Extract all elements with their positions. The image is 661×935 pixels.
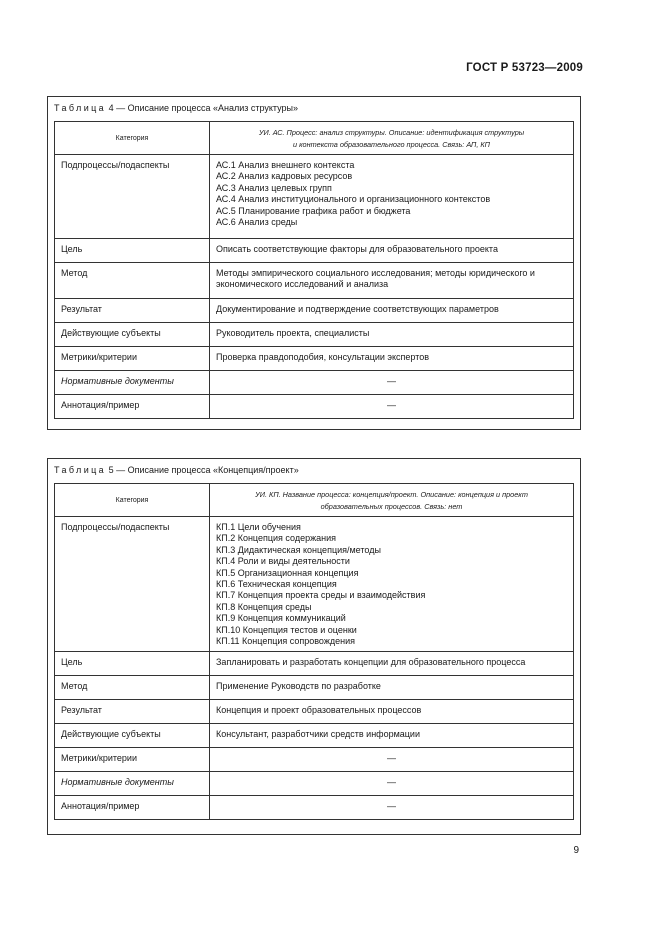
row-value bbox=[210, 517, 574, 652]
subprocess-item: КП.9 Концепция коммуникаций bbox=[216, 613, 346, 624]
table-row bbox=[55, 395, 574, 419]
subprocess-item: КП.10 Концепция тестов и оценки bbox=[216, 624, 357, 635]
row-category: Нормативные документы bbox=[55, 772, 210, 796]
subprocess-item: КП.2 Концепция содержания bbox=[216, 533, 336, 544]
row-value: — bbox=[210, 772, 574, 796]
row-value: Применение Руководств по разработке bbox=[210, 676, 574, 700]
subprocess-item: КП.5 Организационная концепция bbox=[216, 567, 359, 578]
subprocess-item: КП.6 Техническая концепция bbox=[216, 579, 337, 590]
page-number: 9 bbox=[573, 845, 579, 856]
table-row bbox=[55, 371, 574, 395]
subprocess-item: АС.6 Анализ среды bbox=[216, 217, 298, 228]
row-category: Нормативные документы bbox=[55, 371, 210, 395]
row-value: Проверка правдоподобия, консультации экспертов bbox=[210, 347, 574, 371]
header-description-line: и контекста образовательного процесса. Связь: АП, КП bbox=[293, 139, 490, 149]
row-value: Консультант, разработчики средств информации bbox=[210, 724, 574, 748]
table-4 bbox=[54, 121, 574, 419]
row-value: — bbox=[210, 796, 574, 820]
table-5 bbox=[54, 483, 574, 820]
table-row bbox=[55, 652, 574, 676]
row-value-line: экономического исследований и анализа bbox=[216, 279, 389, 290]
row-value: Концепция и проект образовательных процессов bbox=[210, 700, 574, 724]
table-4-frame bbox=[47, 96, 581, 430]
subprocess-item: КП.3 Дидактическая концепция/методы bbox=[216, 544, 381, 555]
header-description bbox=[210, 122, 574, 155]
row-value: — bbox=[210, 371, 574, 395]
row-value-line: Методы эмпирического социального исследования; методы юридического и bbox=[216, 268, 535, 278]
subprocess-item: КП.8 Концепция среды bbox=[216, 601, 312, 612]
table-row bbox=[55, 772, 574, 796]
table-4-header-row bbox=[55, 122, 574, 155]
row-category: Действующие субъекты bbox=[55, 724, 210, 748]
row-category: Цель bbox=[55, 239, 210, 263]
subprocess-item: КП.11 Концепция сопровождения bbox=[216, 636, 355, 647]
row-category: Подпроцессы/подаспекты bbox=[55, 155, 210, 239]
table-5-frame bbox=[47, 458, 581, 835]
row-category: Аннотация/пример bbox=[55, 796, 210, 820]
row-value: Описать соответствующие факторы для образовательного проекта bbox=[210, 239, 574, 263]
subprocess-item: АС.1 Анализ внешнего контекста bbox=[216, 160, 355, 170]
table-row bbox=[55, 347, 574, 371]
row-category: Подпроцессы/подаспекты bbox=[55, 517, 210, 652]
table-row bbox=[55, 299, 574, 323]
subprocess-item: АС.2 Анализ кадровых ресурсов bbox=[216, 171, 353, 182]
row-value: Запланировать и разработать концепции для образовательного процесса bbox=[210, 652, 574, 676]
table-4-caption-label: Таблица bbox=[54, 103, 107, 113]
subprocess-item: АС.3 Анализ целевых групп bbox=[216, 182, 332, 193]
row-value: Документирование и подтверждение соответствующих параметров bbox=[210, 299, 574, 323]
row-category: Метод bbox=[55, 676, 210, 700]
header-category: Категория bbox=[55, 484, 210, 517]
table-row bbox=[55, 724, 574, 748]
table-5-header-row bbox=[55, 484, 574, 517]
subprocess-item: КП.7 Концепция проекта среды и взаимодействия bbox=[216, 590, 426, 601]
header-category: Категория bbox=[55, 122, 210, 155]
subprocess-item: КП.4 Роли и виды деятельности bbox=[216, 556, 350, 567]
header-description-line: образовательных процессов. Связь: нет bbox=[320, 501, 463, 511]
row-category: Аннотация/пример bbox=[55, 395, 210, 419]
row-category: Результат bbox=[55, 700, 210, 724]
row-category: Метод bbox=[55, 263, 210, 299]
table-row bbox=[55, 517, 574, 652]
table-5-caption-label: Таблица bbox=[54, 465, 107, 475]
table-4-caption bbox=[54, 103, 298, 113]
header-description bbox=[210, 484, 574, 517]
header-description-line: УИ. АС. Процесс: анализ структуры. Описание: идентификация структуры bbox=[258, 128, 525, 137]
row-category: Результат bbox=[55, 299, 210, 323]
table-row bbox=[55, 239, 574, 263]
row-value: Руководитель проекта, специалисты bbox=[210, 323, 574, 347]
subprocess-item: АС.5 Планирование графика работ и бюджета bbox=[216, 205, 411, 216]
document-code: ГОСТ Р 53723—2009 bbox=[466, 62, 583, 74]
subprocess-item: КП.1 Цели обучения bbox=[216, 522, 301, 532]
header-description-line: УИ. КП. Название процесса: концепция/проект. Описание: концепция и проект bbox=[255, 490, 528, 499]
subprocess-item: АС.4 Анализ институционального и организационного контекстов bbox=[216, 194, 491, 205]
table-row bbox=[55, 748, 574, 772]
row-value bbox=[210, 155, 574, 239]
row-value bbox=[210, 263, 574, 299]
table-row bbox=[55, 700, 574, 724]
row-category: Цель bbox=[55, 652, 210, 676]
row-category: Метрики/критерии bbox=[55, 748, 210, 772]
table-5-caption bbox=[54, 465, 299, 475]
table-4-caption-text: 4 — Описание процесса «Анализ структуры» bbox=[106, 103, 299, 113]
table-5-caption-text: 5 — Описание процесса «Концепция/проект» bbox=[106, 465, 299, 475]
table-row bbox=[55, 796, 574, 820]
row-category: Метрики/критерии bbox=[55, 347, 210, 371]
table-row bbox=[55, 155, 574, 239]
row-value: — bbox=[210, 748, 574, 772]
table-row bbox=[55, 323, 574, 347]
table-row bbox=[55, 676, 574, 700]
table-row bbox=[55, 263, 574, 299]
row-category: Действующие субъекты bbox=[55, 323, 210, 347]
row-value: — bbox=[210, 395, 574, 419]
